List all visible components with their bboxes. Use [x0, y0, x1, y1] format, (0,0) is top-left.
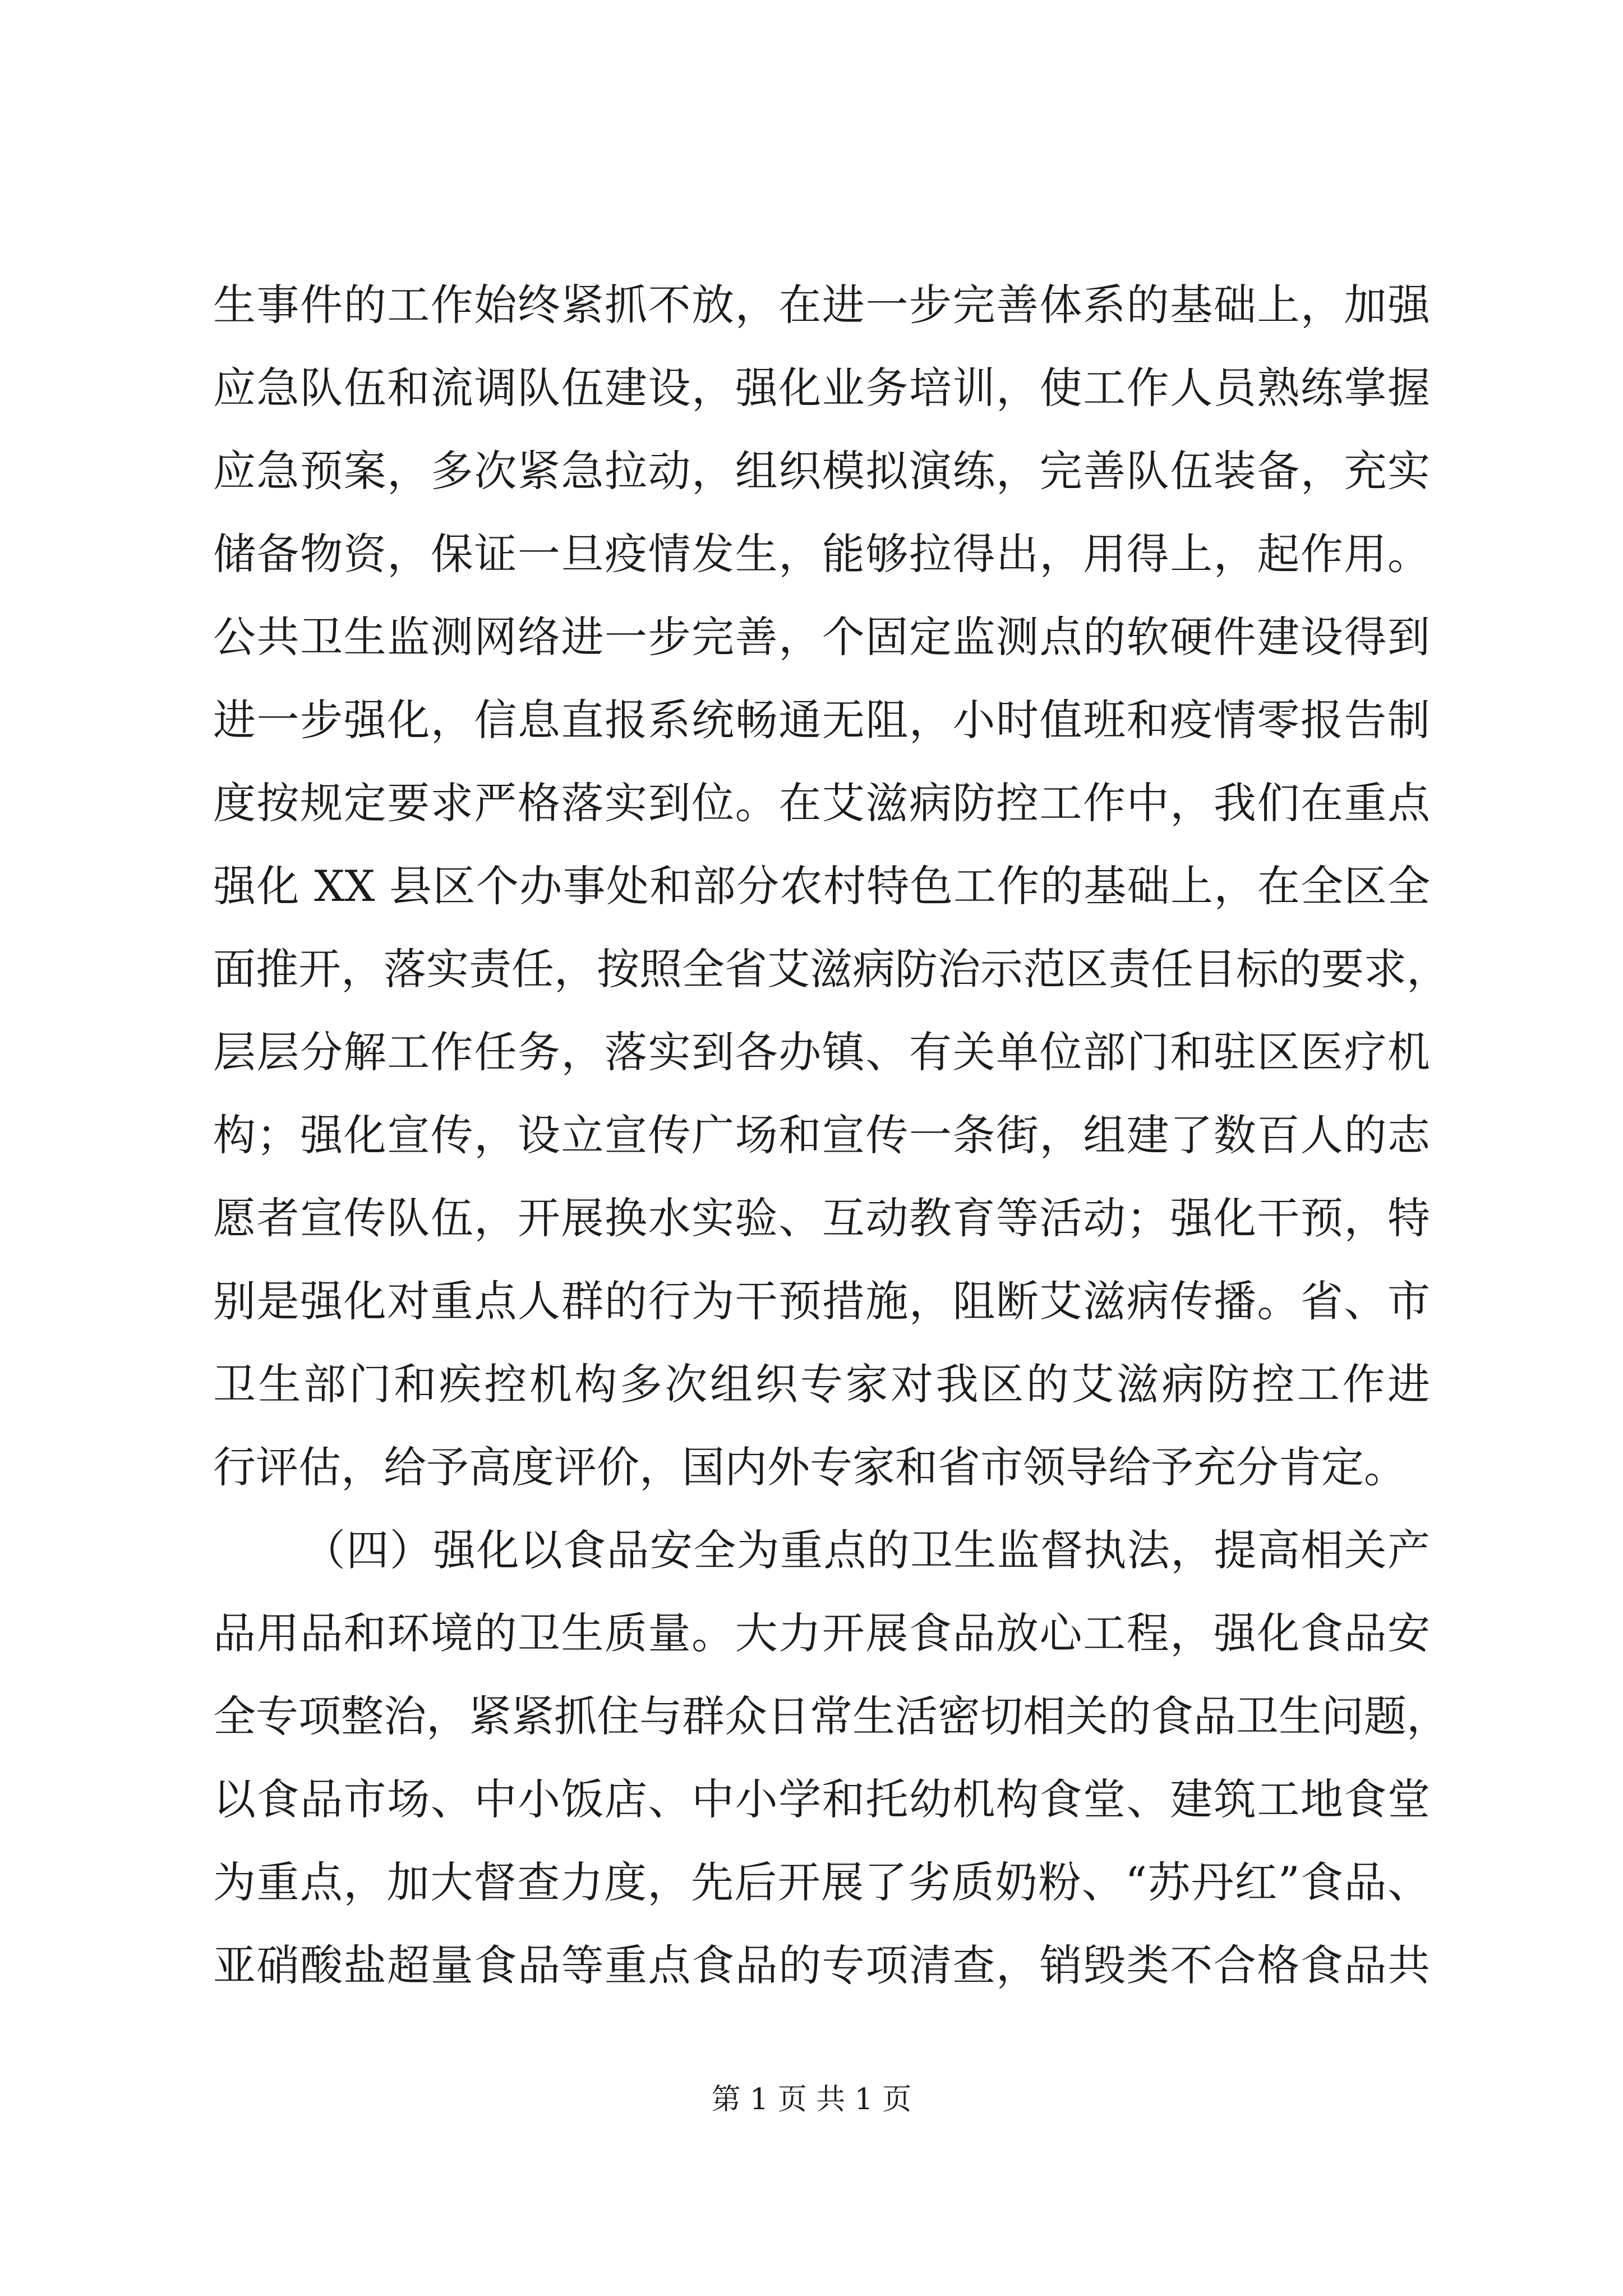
text-line: 应急预案，多次紧急拉动，组织模拟演练，完善队伍装备，充实 [213, 446, 1430, 496]
text-line: 全专项整治，紧紧抓住与群众日常生活密切相关的食品卫生问题， [213, 1691, 1449, 1741]
text-line: 品用品和环境的卫生质量。大力开展食品放心工程，强化食品安 [213, 1608, 1430, 1658]
text-line: 公共卫生监测网络进一步完善，个固定监测点的软硬件建设得到 [213, 612, 1430, 662]
text-line: 度按规定要求严格落实到位。在艾滋病防控工作中，我们在重点 [213, 778, 1430, 828]
text-line: 层层分解工作任务，落实到各办镇、有关单位部门和驻区医疗机 [213, 1027, 1430, 1077]
text-line: 卫生部门和疾控机构多次组织专家对我区的艾滋病防控工作进 [213, 1359, 1430, 1409]
text-line: 愿者宣传队伍，开展换水实验、互动教育等活动；强化干预，特 [213, 1193, 1430, 1243]
text-line: 别是强化对重点人群的行为干预措施，阻断艾滋病传播。省、市 [213, 1276, 1430, 1326]
text-line: 储备物资，保证一旦疫情发生，能够拉得出，用得上，起作用。 [213, 529, 1430, 579]
text-line: 生事件的工作始终紧抓不放，在进一步完善体系的基础上，加强 [213, 280, 1430, 330]
text-line: 行评估，给予高度评价，国内外专家和省市领导给予充分肯定。 [213, 1442, 1407, 1492]
document-body [213, 264, 1449, 2007]
text-line: 构；强化宣传，设立宣传广场和宣传一条街，组建了数百人的志 [213, 1110, 1430, 1160]
text-line: 亚硝酸盐超量食品等重点食品的专项清查，销毁类不合格食品共 [213, 1940, 1430, 1990]
text-line: 进一步强化，信息直报系统畅通无阻，小时值班和疫情零报告制 [213, 695, 1430, 745]
text-line: 应急队伍和流调队伍建设，强化业务培训，使工作人员熟练掌握 [213, 363, 1430, 413]
text-line: 为重点，加大督查力度，先后开展了劣质奶粉、“苏丹红”食品、 [213, 1857, 1430, 1907]
section-heading-line: （四）强化以食品安全为重点的卫生监督执法，提高相关产 [303, 1525, 1430, 1575]
text-line: 强化 XX 县区个办事处和部分农村特色工作的基础上，在全区全 [213, 861, 1430, 911]
text-line: 以食品市场、中小饭店、中小学和托幼机构食堂、建筑工地食堂 [213, 1774, 1430, 1824]
page-footer: 第 1 页 共 1 页 [711, 2083, 912, 2116]
text-line: 面推开，落实责任，按照全省艾滋病防治示范区责任目标的要求， [213, 944, 1449, 994]
